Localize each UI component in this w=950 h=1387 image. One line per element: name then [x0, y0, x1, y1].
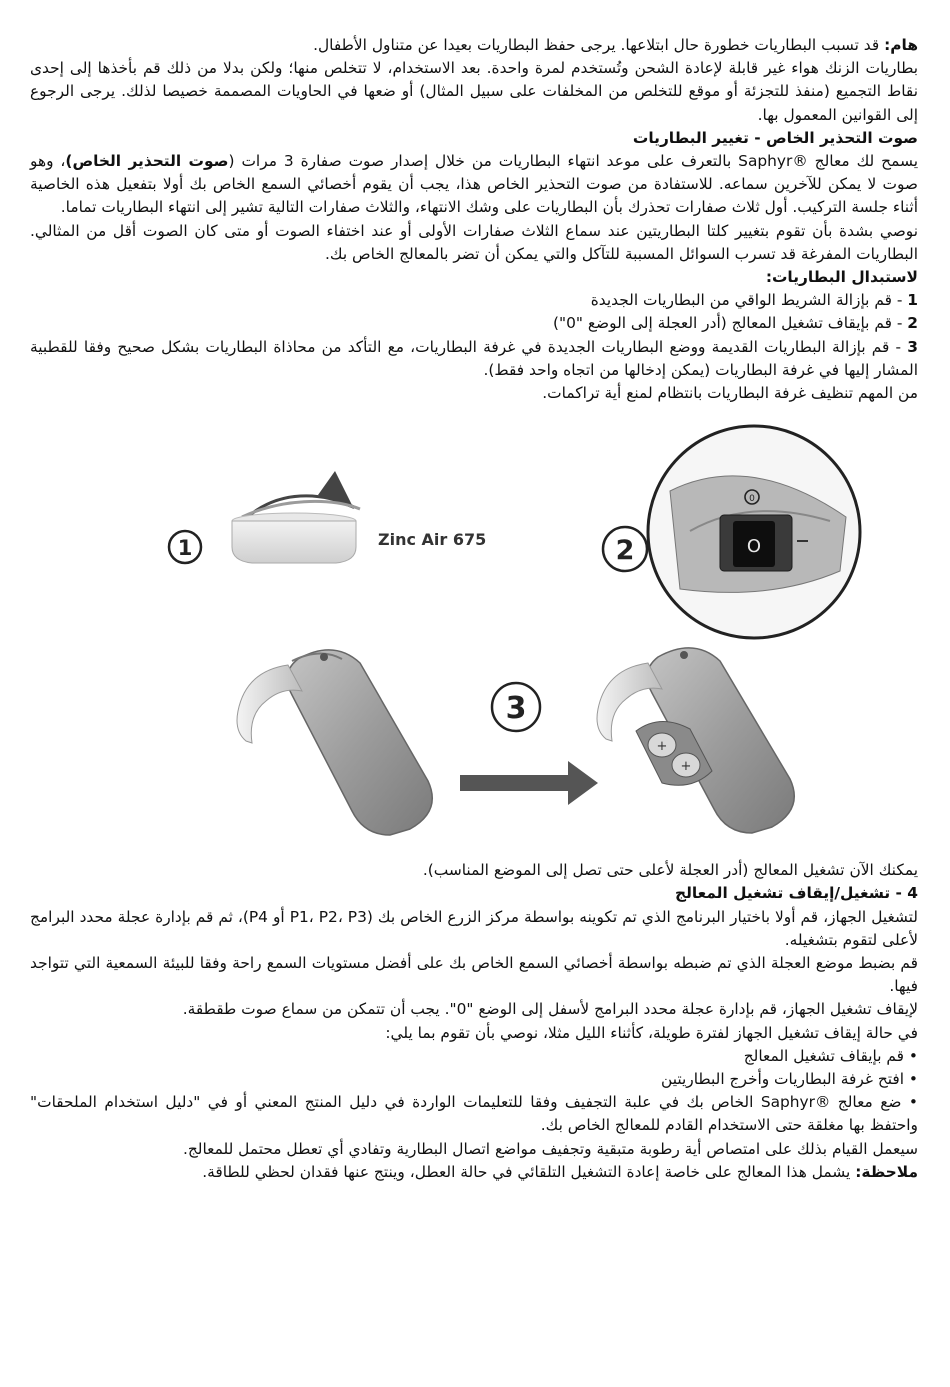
replace-heading: لاستبدال البطاريات: — [765, 268, 918, 287]
note-line — [30, 1161, 918, 1184]
onoff-p3: لإيقاف تشغيل الجهاز، قم بإدارة عجلة محدد البرامج لأسفل إلى الوضع "0". يجب أن تتمكن من سماع صوت طقطقة. — [182, 1000, 918, 1019]
onoff-heading: 4 - تشغيل/إيقاف تشغيل المعالج — [675, 884, 918, 903]
alarm-text-c: ، وهو صوت لا يمكن للآخرين سماعه. للاستفادة من صوت التحذير الخاص هذا، يجب أن يقوم أخصائي السمع الخاص بك أولا بتفعيل هذه الخاصية أثناء جلسة التركيب. أول ثلاث صفارات تحذرك بأن البطاريات على وشك الانتهاء، والثلاث صفارات التالية تشير إلى انتهاء البطاريات تماما. — [30, 152, 918, 217]
bullet-3 — [30, 1091, 918, 1137]
alarm-bold-term: صوت التحذير الخاص) — [65, 152, 229, 171]
power-mark: 0 — [749, 494, 755, 505]
alarm-paragraph — [30, 150, 918, 220]
arrow-head — [568, 761, 598, 805]
control-button-open — [680, 651, 688, 659]
brand-name-2: Saphyr® — [760, 1093, 831, 1112]
processor-closed-figure — [237, 650, 432, 835]
processor-body — [287, 650, 432, 835]
after-replacement: يمكنك الآن تشغيل المعالج (أدر العجلة لأعلى حتى تصل إلى الموضع المناسب). — [422, 861, 918, 880]
step-2-number: 2 — [907, 314, 918, 333]
note-lead: ملاحظة: — [855, 1162, 918, 1181]
control-button — [320, 653, 328, 661]
alarm-text-b: بالتعرف على موعد انتهاء البطاريات من خلال إصدار صوت صفارة 3 مرات ( — [228, 152, 739, 171]
note-text: يشمل هذا المعالج على خاصة إعادة التشغيل التلقائي في حالة العطل، وينتج عنها فقدان لحظي للطاقة. — [202, 1162, 856, 1181]
step-3-text: - قم بإزالة البطاريات القديمة ووضع البطاريات الجديدة في غرفة البطاريات، مع التأكد من محاذاة البطاريات بشكل صحيح وفقا للقطبية المشار إليها في غرفة البطاريات (يمكن إدخالها من اتجاه واحد فقط). — [30, 337, 918, 379]
battery-two-plus: + — [680, 759, 692, 775]
alarm-heading: صوت التحذير الخاص - تغيير البطاريات — [632, 128, 918, 147]
step-3 — [30, 336, 918, 382]
manual-page — [30, 34, 918, 1184]
bullet-3-b: الخاص بك في علبة التجفيف وفقا للتعليمات الواردة في دليل المنتج المعني أو في "دليل استخدام الملحقات" واحتفظ بها مغلقة حتى الاستخدام القادم للمعالج الخاص بك. — [30, 1093, 918, 1135]
step-2 — [30, 312, 918, 335]
bullet-3-a: • ضع معالج — [830, 1093, 918, 1112]
recommend-paragraph: نوصي بشدة بأن تقوم بتغيير كلتا البطاريتين عند سماع الثلاث صفارات الأولى أو عند اختفاء الصوت أو متى كان الصوت أقل من المثالي. البطاريات المفرغة قد تسرب السوائل المسببة للتآكل والتي يمكن أن تضر بالمعالج الخاص بك. — [30, 221, 918, 263]
step-3-arrow — [460, 683, 598, 805]
bullet-1: • قم بإيقاف تشغيل المعالج — [743, 1046, 918, 1065]
disposal-paragraph: بطاريات الزنك هواء غير قابلة لإعادة الشحن وتُستخدم لمرة واحدة. بعد الاستخدام، لا تتخلص منها؛ ولكن بدلا من ذلك قم بأخذها إلى إحدى نقاط التجميع (منفذ للتجزئة أو موقع للتخلص من المخلفات على سبيل المثال) أو ضعها في الحاويات المصممة خصيصا لذلك. يرجى الرجوع إلى القوانين المعمول بها. — [30, 59, 918, 124]
alarm-text-a: يسمح لك معالج — [807, 152, 919, 171]
step-1-text: - قم بإزالة الشريط الواقي من البطاريات الجديدة — [590, 291, 908, 310]
bullet-2: • افتح غرفة البطاريات وأخرج البطاريتين — [660, 1070, 918, 1089]
ear-hook — [237, 665, 302, 743]
battery-one-plus: + — [656, 739, 668, 755]
battery-peel-figure — [169, 471, 486, 563]
step-1-number: 1 — [907, 291, 918, 310]
step-2-text: - قم بإيقاف تشغيل المعالج (أدر العجلة إلى الوضع "0") — [553, 314, 908, 333]
onoff-p2: قم بضبط موضع العجلة الذي تم ضبطه بواسطة أخصائي السمع الخاص بك على أفضل مستويات السمع راحة وفقا للبيئة السمعية التي تتواجد فيها. — [30, 954, 918, 996]
warning-line — [30, 34, 918, 57]
step-1 — [30, 289, 918, 312]
onoff-p4: في حالة إيقاف تشغيل الجهاز لفترة طويلة، كأثناء الليل مثلا، نوصي بأن تقوم بما يلي: — [385, 1023, 918, 1042]
step-3-label: 3 — [505, 691, 527, 727]
battery-body — [232, 521, 356, 563]
step-3-number: 3 — [907, 337, 918, 356]
switch-detail-figure — [603, 426, 860, 638]
arrow-shaft — [460, 775, 568, 791]
brand-name: Saphyr® — [738, 152, 808, 171]
warning-lead: هام: — [884, 36, 918, 54]
clean-note: من المهم تنظيف غرفة البطاريات بانتظام لمنع أية تراكمات. — [542, 384, 918, 403]
onoff-p5: سيعمل القيام بذلك على امتصاص أية رطوبة متبقية وتجفيف مواضع اتصال البطارية وتفادي أي تعطل محتمل للمعالج. — [182, 1139, 918, 1158]
battery-label: Zinc Air 675 — [378, 530, 487, 550]
warning-text: قد تسبب البطاريات خطورة حال ابتلاعها. يرجى حفظ البطاريات بعيدا عن متناول الأطفال. — [313, 36, 880, 54]
step-1-label: 1 — [177, 536, 193, 561]
battery-illustration — [30, 411, 918, 859]
switch-off-mark: O — [746, 536, 762, 558]
processor-open-figure — [597, 648, 794, 833]
onoff-p1: لتشغيل الجهاز، قم أولا باختيار البرنامج الذي تم تكوينه بواسطة مركز الزرع الخاص بك (P1، P2، P3 أو P4)، ثم قم بإدارة عجلة محدد البرامج لأعلى لتقوم بتشغيله. — [30, 907, 918, 949]
step-2-label: 2 — [615, 535, 635, 567]
